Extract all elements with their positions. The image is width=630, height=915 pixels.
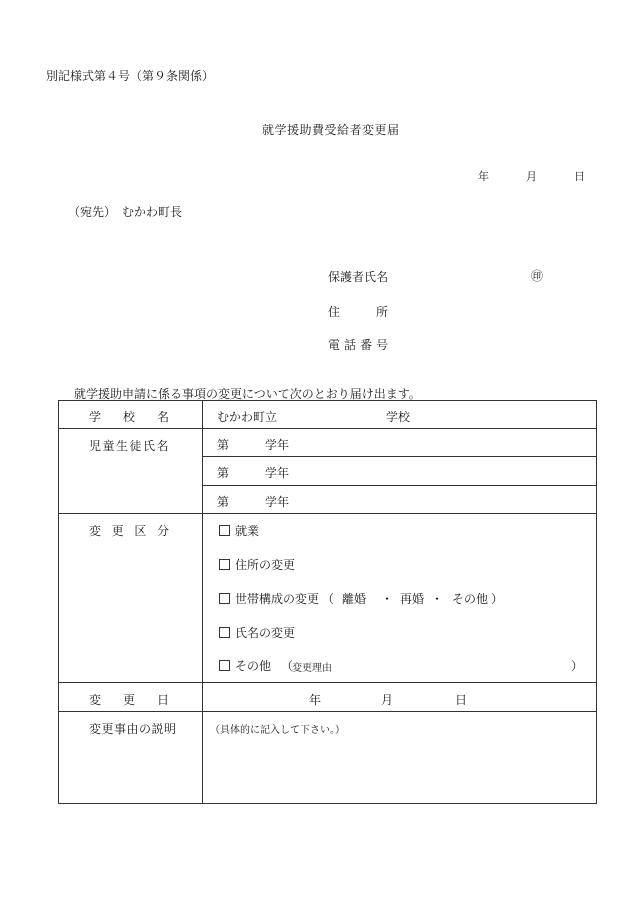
change-date-month[interactable]: 月 [381, 693, 394, 707]
student-row-1-suffix[interactable]: 学年 [265, 438, 290, 452]
date-year: 年 [478, 170, 489, 183]
change-type-label: 変 更 区 分 [89, 524, 169, 538]
option-name-change-label: 氏名の変更 [235, 626, 296, 640]
guardian-name-label: 保 護 者 氏 名 [328, 270, 389, 284]
option-household[interactable] [219, 590, 319, 607]
change-date-day[interactable]: 日 [455, 693, 468, 707]
addressee [68, 203, 182, 220]
intro-text: 就学援助申請に係る事項の変更について次のとおり届け出ます。 [74, 387, 421, 401]
checkbox-employment[interactable] [219, 525, 230, 536]
date-day: 日 [574, 170, 585, 183]
option-address-label: 住所の変更 [235, 558, 296, 572]
option-employment-label: 就業 [235, 524, 260, 538]
row-line [59, 513, 597, 514]
household-paren-open: （ [322, 592, 335, 606]
reason-note: （具体的に記入して下さい。） [210, 725, 345, 736]
change-date-year[interactable]: 年 [309, 693, 322, 707]
row-line [59, 711, 597, 712]
student-row-2-prefix[interactable]: 第 [217, 466, 230, 480]
option-other[interactable] [219, 657, 271, 674]
household-paren-close: ） [491, 592, 504, 606]
column-divider [202, 401, 203, 804]
row-line [59, 682, 597, 683]
household-remarriage: 再婚 [400, 592, 425, 606]
reason-label: 変更事由の説明 [89, 722, 177, 736]
checkbox-household[interactable] [219, 593, 230, 604]
student-row-3-prefix[interactable]: 第 [217, 495, 230, 509]
seal-mark: ㊞ [531, 269, 544, 283]
other-reason-label: 変更理由 [292, 663, 332, 674]
option-household-label: 世帯構成の変更 [235, 592, 320, 606]
phone-label: 電 話 番 号 [328, 338, 388, 352]
checkbox-address[interactable] [219, 559, 230, 570]
household-other: その他 [452, 592, 489, 606]
row-line [59, 428, 597, 429]
student-row-2-suffix[interactable]: 学年 [265, 466, 290, 480]
option-employment[interactable] [219, 522, 259, 539]
option-name-change[interactable] [219, 624, 295, 641]
other-paren-close: ） [571, 659, 584, 673]
household-dot-2: ・ [431, 592, 444, 606]
household-divorce: 離婚 [342, 592, 367, 606]
row-line [202, 485, 597, 486]
change-form-table [58, 400, 597, 804]
reason-text-area[interactable] [205, 737, 593, 799]
address-label: 住 所 [328, 305, 388, 319]
form-number: 別記様式第４号（第９条関係） [46, 69, 215, 83]
student-row-1-prefix[interactable]: 第 [217, 438, 230, 452]
school-suffix: 学校 [386, 410, 411, 424]
document-title: 就学援助費受給者変更届 [262, 123, 400, 137]
option-other-label: その他 [235, 659, 272, 673]
other-paren-open: （ [281, 659, 294, 673]
checkbox-other[interactable] [219, 660, 230, 671]
student-name-label: 児童生徒氏名 [89, 439, 171, 453]
date-month: 月 [526, 170, 537, 183]
addressee-label: （宛先） [68, 205, 117, 219]
addressee-name: むかわ町長 [122, 205, 183, 219]
row-line [202, 456, 597, 457]
change-date-label: 変 更 日 [89, 693, 169, 707]
school-town: むかわ町立 [217, 410, 278, 424]
school-label: 学 校 名 [89, 410, 169, 424]
student-row-3-suffix[interactable]: 学年 [265, 495, 290, 509]
household-dot-1: ・ [381, 592, 394, 606]
checkbox-name-change[interactable] [219, 627, 230, 638]
option-address[interactable] [219, 556, 295, 573]
